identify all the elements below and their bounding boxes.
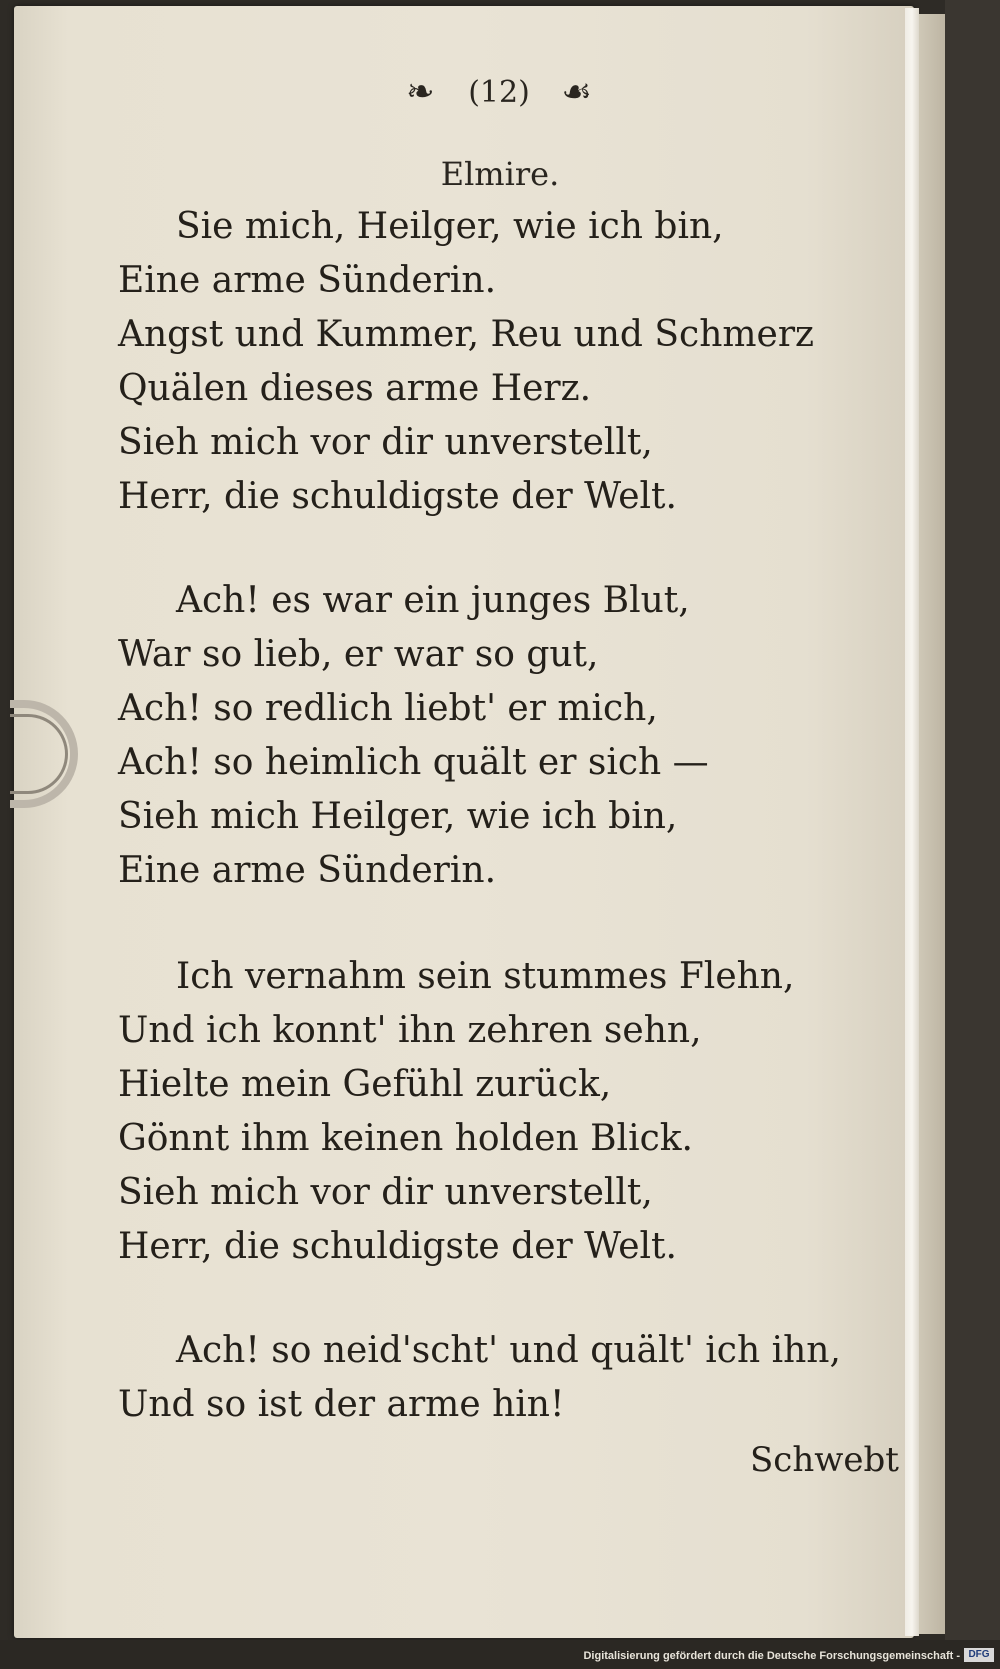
verse-line: Hielte mein Gefühl zurück, — [118, 1064, 612, 1105]
verse-line: Ach! so redlich liebt' er mich, — [118, 688, 658, 729]
ornament-right-icon: ☙ — [561, 72, 594, 112]
verse-line: Herr, die schuldigste der Welt. — [118, 476, 677, 517]
page-number: (12) — [468, 74, 530, 110]
verse-line: Gönnt ihm keinen holden Blick. — [118, 1118, 693, 1159]
verse-line: Ach! so heimlich quält er sich — — [118, 742, 709, 783]
page-edge — [905, 8, 919, 1636]
verse-line: Sieh mich Heilger, wie ich bin, — [118, 796, 678, 837]
verse-line: Eine arme Sünderin. — [118, 850, 497, 891]
verse-line: Sieh mich vor dir unverstellt, — [118, 422, 653, 463]
verse-line: Und so ist der arme hin! — [118, 1384, 565, 1425]
verse-line: Quälen dieses arme Herz. — [118, 368, 592, 409]
stanza-4 — [118, 1324, 841, 1432]
ornament-left-icon: ❧ — [406, 72, 437, 112]
stanza-3 — [118, 950, 818, 1274]
verse-line: Angst und Kummer, Reu und Schmerz — [118, 314, 815, 355]
verse-line: Sie mich, Heilger, wie ich bin, — [176, 206, 724, 247]
speaker-name: Elmire. — [440, 155, 560, 193]
footer-credit: Digitalisierung gefördert durch die Deutsche Forschungsgemeinschaft - — [583, 1650, 960, 1662]
scan-border — [945, 0, 1000, 1640]
verse-line: Herr, die schuldigste der Welt. — [118, 1226, 677, 1267]
verse-line: Ach! es war ein junges Blut, — [176, 580, 690, 621]
stanza-1 — [118, 200, 818, 524]
page-edge-shadow — [919, 14, 945, 1634]
page-header — [0, 72, 1000, 112]
verse-line: War so lieb, er war so gut, — [118, 634, 599, 675]
verse-line: Sieh mich vor dir unverstellt, — [118, 1172, 653, 1213]
dfg-logo-icon: DFG — [964, 1648, 994, 1662]
verse-line: Ach! so neid'scht' und quält' ich ihn, — [176, 1330, 841, 1371]
stanza-2 — [118, 574, 818, 898]
verse-line: Ich vernahm sein stummes Flehn, — [176, 956, 795, 997]
catchword: Schwebt — [750, 1440, 899, 1480]
verse-line: Eine arme Sünderin. — [118, 260, 497, 301]
verse-line: Und ich konnt' ihn zehren sehn, — [118, 1010, 702, 1051]
